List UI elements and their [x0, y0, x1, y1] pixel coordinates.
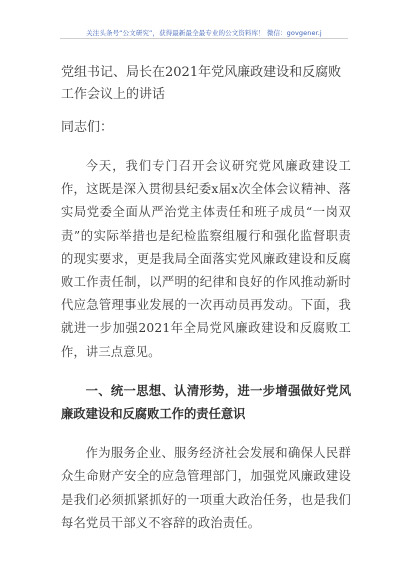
section-heading-1: 一、统一思想、认清形势，进一步增强做好党风廉政建设和反腐败工作的责任意识 [61, 383, 351, 422]
section-paragraph-1: 作为服务企业、服务经济社会发展和确保人民群众生命财产安全的应急管理部门，加强党风廉政建设是我们必须抓紧抓好的一项重大政治任务，也是我们每名党员干部义不容辞的政治责任。 [61, 446, 351, 530]
header-banner: 关注头条号“公文研究”，获得最新最全最专业的公文资料库！ 微信：govgener.j [86, 29, 322, 37]
intro-paragraph: 今天，我们专门召开会议研究党风廉政建设工作，这既是深入贯彻县纪委x届x次全体会议精神、落实局党委全面从严治党主体责任和班子成员“一岗双责”的实际举措也是纪检监察组履行和强化监督职责的现实要求，更是我局全面落实党风廉政建设和反腐败工作责任制，以严明的纪律和良好的作风推动新时代应急管理事业发展的一次再动员再发动。下面，我就进一步加强2021年全局党风廉政建设和反腐败工作，讲三点意见。 [61, 159, 351, 359]
greeting: 同志们： [61, 120, 114, 135]
document-title: 党组书记、局长在2021年党风廉政建设和反腐败工作会议上的讲话 [61, 65, 342, 102]
document-body [61, 62, 351, 551]
header-divider [60, 38, 348, 39]
